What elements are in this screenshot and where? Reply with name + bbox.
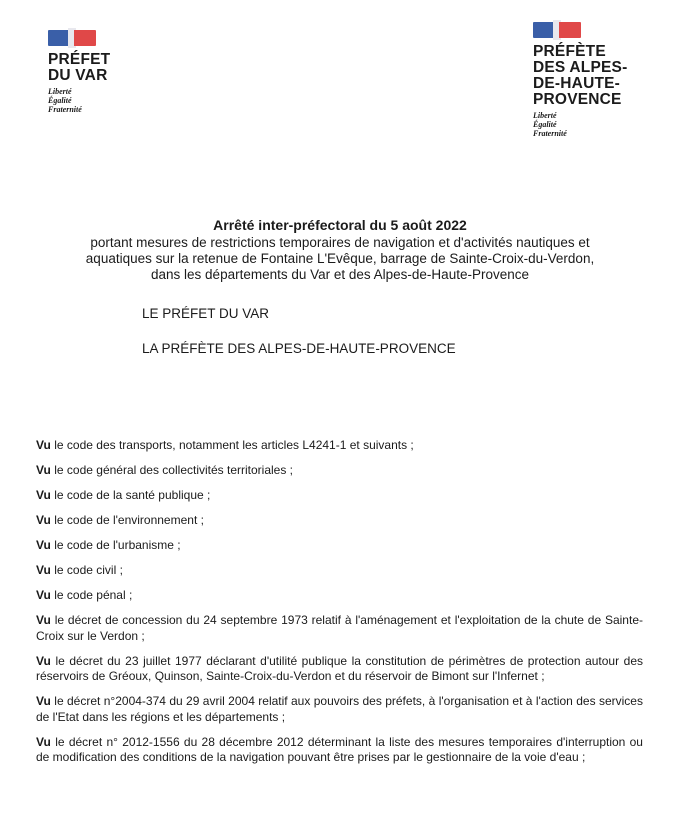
vu-clause: Vu le code pénal ;	[36, 588, 133, 602]
document-subtitle: portant mesures de restrictions temporaires de navigation et d'activités nautiques et aquatiques sur la retenue de Fontaine L'Evêque, barrage de Sainte-Croix-du-Verdon, dans les départements du Var et des Alpes-de-Haute-Provence	[85, 235, 595, 282]
vu-clause: Vu le décret du 23 juillet 1977 déclarant d'utilité publique la constitution de périmètres de protection autour des réservoirs de Gréoux, Quinson, Sainte-Croix-du-Verdon et du réservoir de Bimont sur l'Infernet ;	[36, 653, 643, 683]
republic-motto: Liberté Égalité Fraternité	[533, 111, 567, 138]
vu-clause: Vu le décret de concession du 24 septembre 1973 relatif à l'aménagement et l'exploitation de la chute de Sainte-Croix sur le Verdon ;	[36, 613, 643, 643]
vu-clause: Vu le code de la santé publique ;	[36, 488, 211, 502]
authority-prefete-ahp: LA PRÉFÈTE DES ALPES-DE-HAUTE-PROVENCE	[142, 341, 456, 356]
marianne-flag-icon	[48, 28, 96, 48]
vu-clause: Vu le décret n° 2012-1556 du 28 décembre 2012 déterminant la liste des mesures temporaires d'interruption ou de modification des conditions de la navigation pouvant être prises par le gestionnaire de la voie d'eau ;	[36, 734, 643, 764]
vu-clause: Vu le code de l'urbanisme ;	[36, 538, 181, 552]
authority-prefet-var: LE PRÉFET DU VAR	[142, 306, 270, 321]
vu-clause: Vu le code civil ;	[36, 563, 123, 577]
document-title: Arrêté inter-préfectoral du 5 août 2022	[213, 217, 467, 233]
republic-motto: Liberté Égalité Fraternité	[48, 87, 82, 114]
marianne-flag-icon	[533, 20, 581, 40]
prefet-var-name: PRÉFET DU VAR	[48, 51, 111, 84]
vu-clause: Vu le code des transports, notamment les articles L4241-1 et suivants ;	[36, 438, 414, 452]
vu-clause: Vu le code de l'environnement ;	[36, 513, 204, 527]
prefete-ahp-logo	[533, 20, 627, 138]
vu-clause: Vu le décret n°2004-374 du 29 avril 2004 relatif aux pouvoirs des préfets, à l'organisation et à l'action des services de l'Etat dans les régions et les départements ;	[36, 694, 643, 724]
prefete-ahp-name: PRÉFÈTE DES ALPES- DE-HAUTE- PROVENCE	[533, 43, 628, 108]
vu-clauses-list	[36, 438, 643, 775]
prefet-var-logo	[48, 28, 110, 114]
vu-clause: Vu le code général des collectivités territoriales ;	[36, 463, 294, 477]
